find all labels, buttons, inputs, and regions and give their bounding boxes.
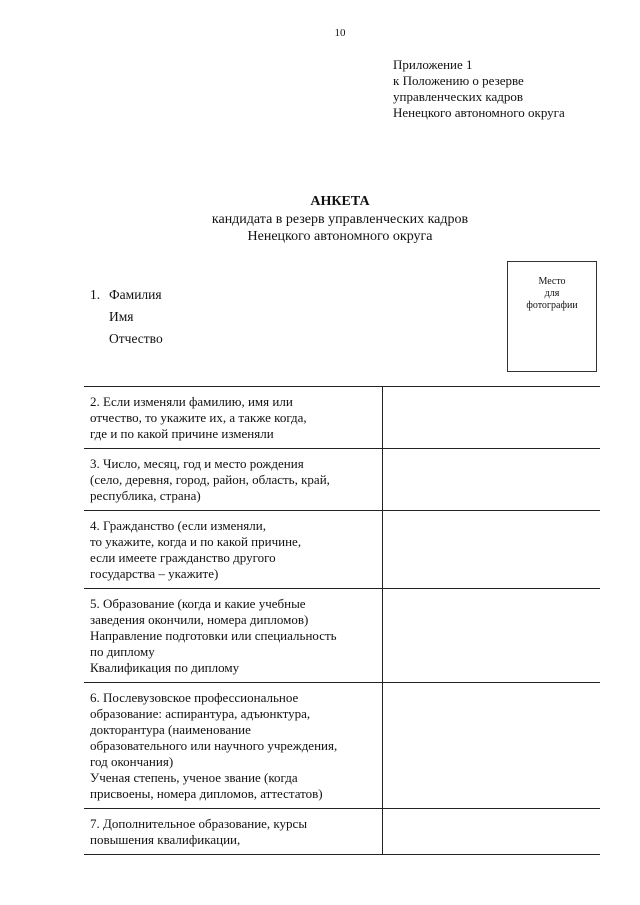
- answer-cell[interactable]: [383, 589, 600, 683]
- question-line: 4. Гражданство (если изменяли,: [90, 518, 266, 533]
- table-row: [84, 589, 600, 683]
- answer-cell[interactable]: [383, 449, 600, 511]
- table-row: [84, 449, 600, 511]
- question-line: по диплому: [90, 644, 155, 659]
- questionnaire-table: [84, 386, 600, 855]
- appendix-line: Приложение 1: [393, 57, 473, 72]
- form-heading: [0, 193, 640, 245]
- question-line: докторантура (наименование: [90, 722, 251, 737]
- question-line: Квалификация по диплому: [90, 660, 240, 675]
- answer-cell[interactable]: [383, 511, 600, 589]
- question-line: Ученая степень, ученое звание (когда: [90, 770, 298, 785]
- patronymic-label: Отчество: [109, 331, 163, 346]
- form-subtitle-line: Ненецкого автономного округа: [247, 229, 433, 244]
- question-line: год окончания): [90, 754, 174, 769]
- question-line: заведения окончили, номера дипломов): [90, 612, 309, 627]
- question-cell: [84, 809, 383, 855]
- answer-cell[interactable]: [383, 387, 600, 449]
- appendix-reference: [393, 57, 565, 121]
- question-cell: [84, 387, 383, 449]
- question-cell: [84, 683, 383, 809]
- question-line: 3. Число, месяц, год и место рождения: [90, 456, 304, 471]
- photo-label-line: для: [544, 288, 560, 299]
- question-line: образовательного или научного учреждения,: [90, 738, 338, 753]
- question-line: присвоены, номера дипломов, аттестатов): [90, 786, 323, 801]
- question-line: республика, страна): [90, 488, 201, 503]
- answer-cell[interactable]: [383, 683, 600, 809]
- table-row: [84, 387, 600, 449]
- form-title: АНКЕТА: [310, 194, 370, 209]
- table-row: [84, 809, 600, 855]
- question-line: то укажите, когда и по какой причине,: [90, 534, 302, 549]
- form-subtitle-line: кандидата в резерв управленческих кадров: [211, 212, 469, 227]
- question-line: где и по какой причине изменяли: [90, 426, 274, 441]
- question-line: повышения квалификации,: [90, 832, 241, 847]
- item-number: 1.: [90, 287, 101, 302]
- answer-cell[interactable]: [383, 809, 600, 855]
- question-cell: [84, 589, 383, 683]
- appendix-line: Ненецкого автономного округа: [393, 105, 565, 120]
- question-cell: [84, 449, 383, 511]
- table-row: [84, 683, 600, 809]
- surname-label: Фамилия: [109, 287, 162, 302]
- table-row: [84, 511, 600, 589]
- question-line: если имеете гражданство другого: [90, 550, 276, 565]
- page-number: 10: [334, 27, 346, 39]
- photo-label-line: фотографии: [526, 300, 578, 311]
- photo-label-line: Место: [538, 276, 566, 287]
- name-label: Имя: [109, 309, 134, 324]
- question-cell: [84, 511, 383, 589]
- appendix-line: управленческих кадров: [393, 89, 523, 104]
- question-line: 5. Образование (когда и какие учебные: [90, 596, 306, 611]
- question-line: 7. Дополнительное образование, курсы: [90, 816, 308, 831]
- question-line: отчество, то укажите их, а также когда,: [90, 410, 307, 425]
- question-line: Направление подготовки или специальность: [90, 628, 337, 643]
- appendix-line: к Положению о резерве: [393, 73, 524, 88]
- question-line: образование: аспирантура, адъюнктура,: [90, 706, 311, 721]
- question-line: 6. Послевузовское профессиональное: [90, 690, 299, 705]
- question-line: государства – укажите): [90, 566, 219, 581]
- question-line: (село, деревня, город, район, область, край,: [90, 472, 330, 487]
- question-line: 2. Если изменяли фамилию, имя или: [90, 394, 293, 409]
- photo-placeholder: [507, 261, 597, 372]
